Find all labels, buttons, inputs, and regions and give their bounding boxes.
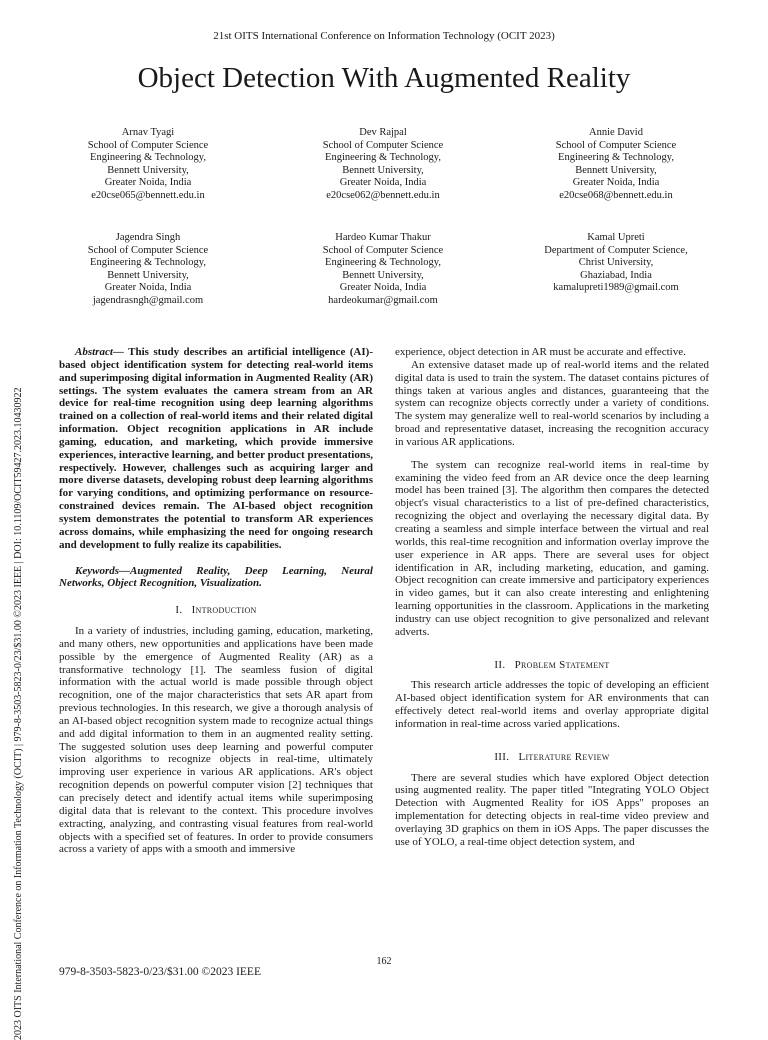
paragraph: In a variety of industries, including gaming, education, marketing, and many others, new opportunities and applications have been made possible by the emergence of Augmented Reality (AR) as a transformative technology [1]. The seamless fusion of digital information with the actual world is made possible through object recognition, one of the major characteristics that sets AR apart from previous technologies. In this research, we give a thorough analysis of an AI-based object recognition system made to recognize actual things and add digital information to them in an augmented reality setting. The suggested solution uses deep learning and powerful computer vision algorithms to recognize objects in real-time, ultimately improving user experience in various AR applications. AR's object recognition depends on powerful computer vision [2] techniques that can precisely detect and identify actual items while superimposing digital data that is relevant to the context. This procedure involves extracting, analyzing, and contrasting visual features from real-world objects with a specified set of features. In order to provide consumers across a variety of apps with a smooth and immersive [59, 625, 373, 856]
author-location: Greater Noida, India [104, 177, 192, 189]
section-heading-introduction [59, 604, 373, 617]
author-block [268, 127, 498, 203]
author-affiliation: Engineering & Technology, [90, 257, 206, 269]
section-title: Literature Review [518, 750, 610, 763]
author-email: kamalupreti1989@gmail.com [553, 282, 679, 294]
section-number: II. [494, 658, 506, 671]
section-number: III. [494, 750, 510, 763]
author-name: Dev Rajpal [359, 127, 407, 138]
footer-copyright: 979-8-3503-5823-0/23/$31.00 ©2023 IEEE [59, 966, 261, 978]
section-heading-literature-review [395, 751, 709, 764]
paragraph: This research article addresses the topic of developing an efficient AI-based object identification system for AR environments that can effectively detect real-world items and overlay appropriate digital information in real-time across varied applications. [395, 679, 709, 730]
paragraph: experience, object detection in AR must be accurate and effective. [395, 346, 686, 358]
author-affiliation: Bennett University, [342, 164, 424, 176]
author-affiliation: School of Computer Science [555, 139, 677, 151]
author-affiliation: School of Computer Science [322, 244, 444, 256]
side-doi-identifier: 2023 OITS International Conference on Information Technology (OCIT) | 979-8-3503-5823-0/23/$31.00 ©2023 IEEE | DOI: 10.1109/OCIT59427.2023.10430922 [13, 387, 24, 1040]
paper-title: Object Detection With Augmented Reality [137, 62, 631, 94]
paragraph: There are several studies which have explored Object detection using augmented reality. The paper titled "Integrating YOLO Object Detection with Augmented Reality for iOS Apps" proposes an implementation for detecting objects in real-time video preview and overlaying 3D graphics on them in iOS Apps. The paper discusses the use of YOLO, a real-time object detection system, and [395, 771, 709, 848]
author-block [501, 232, 731, 295]
author-block [33, 232, 263, 308]
author-name: Arnav Tyagi [121, 127, 175, 138]
author-email: jagendrasngh@gmail.com [92, 294, 204, 306]
author-affiliation: Engineering & Technology, [325, 257, 441, 269]
abstract [59, 346, 373, 552]
author-email: e20cse068@bennett.edu.in [559, 189, 673, 201]
author-affiliation: Engineering & Technology, [558, 152, 674, 164]
author-name: Kamal Upreti [587, 232, 645, 243]
section-title: Problem Statement [514, 658, 610, 671]
left-column [59, 346, 373, 856]
author-affiliation: Bennett University, [107, 164, 189, 176]
author-affiliation: School of Computer Science [87, 139, 209, 151]
author-location: Greater Noida, India [339, 177, 427, 189]
abstract-label: Abstract— [75, 346, 124, 358]
page-number: 162 [376, 956, 392, 967]
section-heading-problem-statement [395, 659, 709, 672]
author-affiliation: Engineering & Technology, [90, 152, 206, 164]
author-block [268, 232, 498, 308]
author-location: Greater Noida, India [339, 282, 427, 294]
section-title: Introduction [191, 604, 257, 617]
author-affiliation: School of Computer Science [322, 139, 444, 151]
keywords: Keywords—Augmented Reality, Deep Learning, Neural Networks, Object Recognition, Visualization. [59, 564, 373, 590]
author-email: e20cse065@bennett.edu.in [91, 189, 205, 201]
author-email: hardeokumar@gmail.com [328, 294, 438, 306]
author-name: Jagendra Singh [115, 232, 181, 243]
right-column [395, 346, 709, 849]
author-affiliation: Department of Computer Science, [544, 244, 688, 256]
author-location: Greater Noida, India [572, 177, 660, 189]
author-block [501, 127, 731, 203]
author-name: Hardeo Kumar Thakur [335, 232, 431, 243]
author-email: e20cse062@bennett.edu.in [326, 189, 440, 201]
section-number: I. [175, 604, 183, 617]
author-block [33, 127, 263, 203]
abstract-text: This study describes an artificial intelligence (AI)-based object identification system for detecting real-world items and superimposing digital information in Augmented Reality (AR) settings. The system evaluates the camera stream from an AR device for real-time recognition using deep learning algorithms trained on a collection of real-world items and their related digital information. Object recognition applications in AR include gaming, education, and marketing, which provide immersive experiences, interactive learning, and better product presentations, respectively. However, challenges such as acquiring larger and more diverse datasets, developing robust deep learning algorithms for varying conditions, and optimizing performance on resource-constrained devices remain. The AI-based object recognition system demonstrates the potential to transform AR experiences across domains, while emphasizing the need for ongoing research and development to fully realize its capabilities. [59, 346, 373, 551]
author-affiliation: Bennett University, [575, 164, 657, 176]
author-name: Annie David [589, 127, 643, 138]
paragraph: An extensive dataset made up of real-world items and the related digital data is used to train the system. The dataset contains pictures of things taken at various angles and distances, guaranteeing that the system can recognize objects correctly under a variety of conditions. The system may generalize well to real-world scenarios by including a broad and representative dataset, increasing the recognition accuracy in various AR applications. [395, 358, 709, 448]
author-affiliation: Christ University, [578, 257, 654, 269]
author-affiliation: Bennett University, [342, 269, 424, 281]
paragraph: The system can recognize real-world items in real-time by examining the video feed from an AR device once the deep learning model has been trained [3]. The algorithm then compares the detected object's visual characteristics to a list of pre-defined characteristics, recognizing the object and overlaying the necessary digital data. By creating a seamless and simple interface between the virtual and real worlds, this real-time recognition and information overlay improve the user experience in AR apps. There are several uses for object identification in AR, including marketing, education, and gaming. Object recognition can create immersive and participatory experiences in video games, but it can also create interesting and enlightening learning opportunities in the classroom. Applications in the marketing industry can use object recognition to give personalized and relevant adverts. [395, 458, 709, 638]
author-affiliation: Bennett University, [107, 269, 189, 281]
author-location: Ghaziabad, India [580, 269, 652, 281]
author-location: Greater Noida, India [104, 282, 192, 294]
conference-header: 21st OITS International Conference on Information Technology (OCIT 2023) [213, 30, 555, 42]
author-affiliation: School of Computer Science [87, 244, 209, 256]
author-affiliation: Engineering & Technology, [325, 152, 441, 164]
